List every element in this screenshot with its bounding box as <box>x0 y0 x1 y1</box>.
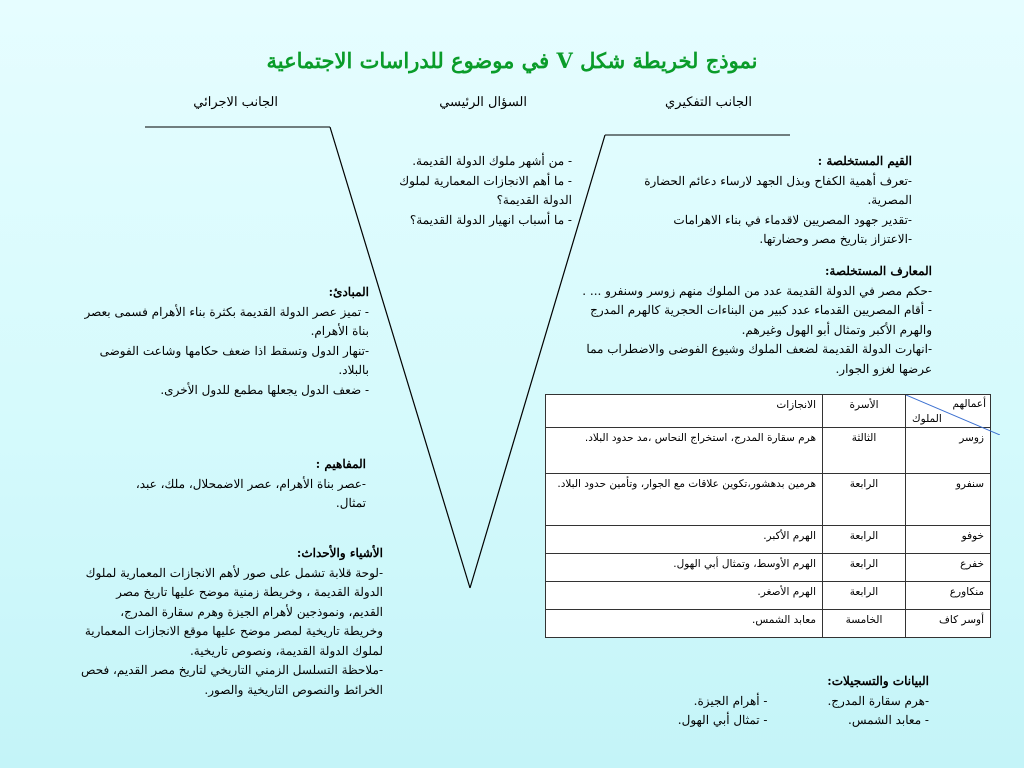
principles-section <box>79 283 369 400</box>
header-procedural: الجانب الاجرائي <box>193 95 278 110</box>
knowledge-item: -حكم مصر في الدولة القديمة عدد من الملوك منهم زوسر وسنفرو ... . <box>582 283 932 298</box>
concepts-section <box>111 455 366 514</box>
header-cell-kings <box>906 395 991 428</box>
kings-table <box>545 394 991 638</box>
principles-title: المبادئ: <box>328 285 369 299</box>
table-row <box>546 474 991 526</box>
data-records-col2 <box>678 692 768 731</box>
question-item: - ما أسباب انهيار الدولة القديمة؟ <box>409 212 572 227</box>
header-kings-label: أعمالهم <box>952 398 986 410</box>
header-kings-sub-label: الملوك <box>912 413 942 425</box>
values-section <box>627 152 912 250</box>
cell-king: سنفرو <box>906 474 991 526</box>
table-row <box>546 582 991 610</box>
knowledge-item: -انهارت الدولة القديمة لضعف الملوك وشيوع الفوضى والاضطراب مما عرضها لغزو الجوار. <box>586 342 932 376</box>
header-cell-dynasty: الأسرة <box>823 395 906 428</box>
header-conceptual: الجانب التفكيري <box>665 95 752 110</box>
cell-dynasty: الرابعة <box>823 582 906 610</box>
cell-dynasty: الرابعة <box>823 526 906 554</box>
cell-dynasty: الخامسة <box>823 610 906 638</box>
values-item: -تعرف أهمية الكفاح وبذل الجهد لارساء دعائم الحضارة المصرية. <box>644 173 912 207</box>
knowledge-item: - أقام المصريين القدماء عدد كبير من البناءات الحجرية كالهرم المدرج والهرم الأكبر وتمثال أبو الهول وغيرهم. <box>590 303 932 337</box>
cell-king: خوفو <box>906 526 991 554</box>
cell-king: أوسر كاف <box>906 610 991 638</box>
data-records-title: البيانات والتسجيلات: <box>827 674 929 688</box>
cell-achievements: هرمين بدهشور،تكوين علاقات مع الجوار، وتأمين حدود البلاد. <box>546 474 823 526</box>
header-main-question: السؤال الرئيسي <box>439 95 527 110</box>
cell-achievements: الهرم الأوسط، وتمثال أبي الهول. <box>546 554 823 582</box>
events-item: -لوحة قلابة تشمل على صور لأهم الانجازات المعمارية لملوك الدولة القديمة ، وخريطة زمنية موضح عليها تاريخ مصر القديم، ونموذجين لأهرام الجيزة وهرم سقارة المدرج، وخريطة تاريخية لمصر موضح عليها موقع الانجازات المعمارية لملوك الدولة القديمة، ونصوص تاريخية. <box>84 565 383 658</box>
cell-achievements: الهرم الأكبر. <box>546 526 823 554</box>
knowledge-section <box>562 262 932 379</box>
events-section <box>78 544 383 700</box>
question-item: - ما أهم الانجازات المعمارية لملوك الدولة القديمة؟ <box>399 173 572 207</box>
concepts-title: المفاهيم : <box>315 457 366 471</box>
data-records-col1 <box>827 692 929 731</box>
values-title: القيم المستخلصة : <box>817 154 912 168</box>
events-item: -ملاحظة التسلسل الزمني التاريخي لتاريخ مصر القديم، فحص الخرائط والنصوص التاريخية والصور. <box>81 663 383 697</box>
cell-dynasty: الرابعة <box>823 474 906 526</box>
main-question-list <box>367 152 572 230</box>
principles-item: - ضعف الدول يجعلها مطمع للدول الأخرى. <box>160 382 369 397</box>
cell-king: زوسر <box>906 428 991 474</box>
cell-achievements: هرم سقارة المدرج، استخراج النحاس ،مد حدود البلاد. <box>546 428 823 474</box>
question-item: - من أشهر ملوك الدولة القديمة. <box>412 154 572 168</box>
values-item: -الاعتزاز بتاريخ مصر وحضارتها. <box>759 232 912 246</box>
data-record-item: - تمثال أبي الهول. <box>677 713 768 727</box>
data-record-item: - أهرام الجيزة. <box>693 693 768 708</box>
table-row <box>546 610 991 638</box>
data-records-columns <box>509 692 929 731</box>
data-record-item: - معابد الشمس. <box>848 713 929 727</box>
values-item: -تقدير جهود المصريين لاقدماء في بناء الاهرامات <box>673 212 912 227</box>
table-row <box>546 526 991 554</box>
concepts-text: -عصر بناة الأهرام، عصر الاضمحلال، ملك، عبد، تمثال. <box>135 476 366 510</box>
header-cell-achievements: الانجازات <box>546 395 823 428</box>
table-header-row <box>546 395 991 428</box>
cell-achievements: الهرم الأصغر. <box>546 582 823 610</box>
cell-king: منكاورع <box>906 582 991 610</box>
cell-achievements: معابد الشمس. <box>546 610 823 638</box>
knowledge-title: المعارف المستخلصة: <box>824 264 932 278</box>
principles-item: -تنهار الدول وتسقط اذا ضعف حكامها وشاعت الفوضى بالبلاد. <box>99 343 369 377</box>
data-records-section <box>509 672 929 731</box>
events-title: الأشياء والأحداث: <box>296 546 383 560</box>
cell-king: خفرع <box>906 554 991 582</box>
cell-dynasty: الثالثة <box>823 428 906 474</box>
table-row <box>546 554 991 582</box>
data-record-item: -هرم سقارة المدرج. <box>827 693 929 708</box>
cell-dynasty: الرابعة <box>823 554 906 582</box>
principles-item: - تميز عصر الدولة القديمة بكثرة بناء الأهرام فسمى بعصر بناة الأهرام. <box>84 304 369 338</box>
page-title: نموذج لخريطة شكل V في موضوع للدراسات الاجتماعية <box>266 48 758 73</box>
